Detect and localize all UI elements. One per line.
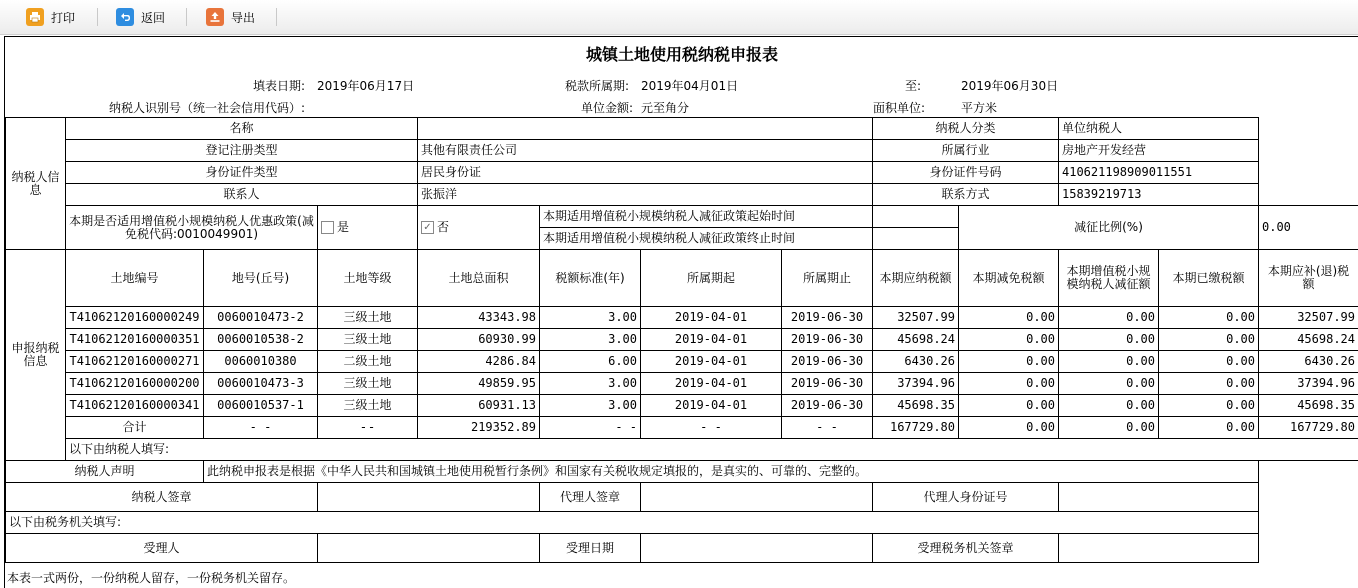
declaration-cell: 43343.98: [418, 307, 540, 329]
phone-value[interactable]: 15839219713: [1059, 184, 1259, 206]
policy-yes-option[interactable]: [318, 206, 418, 250]
declaration-cell: T41062120160000351: [66, 329, 204, 351]
declaration-header-cell: 本期增值税小规模纳税人减征额: [1059, 250, 1159, 307]
declaration-cell: 45698.24: [1259, 329, 1358, 351]
contact-value[interactable]: 张振洋: [418, 184, 873, 206]
declaration-cell: 0.00: [959, 395, 1059, 417]
print-label: 打印: [51, 9, 75, 26]
fill-date-label: 填表日期:: [253, 77, 305, 94]
category-label: 纳税人分类: [873, 118, 1059, 140]
category-value[interactable]: 单位纳税人: [1059, 118, 1259, 140]
taxpayer-sign-label: 纳税人签章: [6, 483, 318, 512]
checkbox-no[interactable]: ✓: [421, 221, 434, 234]
reduction-ratio-value[interactable]: 0.00: [1259, 206, 1358, 250]
declaration-cell: 0060010380: [204, 351, 318, 373]
declaration-cell: 0060010538-2: [204, 329, 318, 351]
id-number-label: 身份证件号码: [873, 162, 1059, 184]
declaration-cell: - -: [540, 417, 641, 439]
printer-icon: [26, 8, 44, 26]
total-row: [6, 417, 1358, 439]
declaration-cell: 0.00: [959, 373, 1059, 395]
declaration-cell: - -: [318, 417, 418, 439]
declaration-header-cell: 地号(丘号): [204, 250, 318, 307]
office-sign-label: 受理税务机关签章: [873, 534, 1059, 563]
back-label: 返回: [141, 9, 165, 26]
declaration-cell: 32507.99: [1259, 307, 1358, 329]
receive-date-label: 受理日期: [540, 534, 641, 563]
checkbox-yes[interactable]: [321, 221, 334, 234]
taxpayer-sign-field[interactable]: [318, 483, 540, 512]
declaration-cell: 三级土地: [318, 373, 418, 395]
declaration-cell: 45698.35: [873, 395, 959, 417]
declaration-cell: 37394.96: [873, 373, 959, 395]
taxpayer-id-label: 纳税人识别号（统一社会信用代码）:: [109, 99, 305, 116]
amount-unit-value: 元至角分: [641, 99, 689, 116]
policy-end-label: 本期适用增值税小规模纳税人减征政策终止时间: [540, 228, 873, 250]
declaration-cell: 2019-04-01: [641, 395, 782, 417]
table-row: [6, 307, 1358, 329]
declaration-cell: 0.00: [959, 417, 1059, 439]
declaration-cell: 2019-06-30: [782, 329, 873, 351]
policy-start-value[interactable]: [873, 206, 959, 228]
declaration-cell: 6.00: [540, 351, 641, 373]
agent-sign-field[interactable]: [641, 483, 873, 512]
declaration-cell: 2019-06-30: [782, 351, 873, 373]
toolbar: [0, 0, 1358, 35]
declaration-cell: 37394.96: [1259, 373, 1358, 395]
declaration-cell: 2019-04-01: [641, 351, 782, 373]
declaration-cell: 0.00: [1059, 307, 1159, 329]
declaration-cell: 6430.26: [1259, 351, 1358, 373]
declaration-cell: 2019-06-30: [782, 373, 873, 395]
agent-id-field[interactable]: [1059, 483, 1259, 512]
tax-period-end: 2019年06月30日: [961, 77, 1058, 94]
declaration-cell: 三级土地: [318, 395, 418, 417]
declaration-cell: 0.00: [1059, 395, 1159, 417]
receiver-label: 受理人: [6, 534, 318, 563]
id-number-value[interactable]: 410621198909011551: [1059, 162, 1259, 184]
no-label: 否: [437, 220, 449, 234]
declaration-header-cell: 土地编号: [66, 250, 204, 307]
declaration-cell: 2019-04-01: [641, 329, 782, 351]
declaration-text: 此纳税申报表是根据《中华人民共和国城镇土地使用税暂行条例》和国家有关税收规定填报的，是真实的、可靠的、完整的。: [204, 461, 1259, 483]
tax-office-fill-label: 以下由税务机关填写:: [6, 512, 1259, 534]
industry-value[interactable]: 房地产开发经营: [1059, 140, 1259, 162]
area-unit-value: 平方米: [961, 99, 997, 116]
declaration-cell: 32507.99: [873, 307, 959, 329]
declaration-cell: 二级土地: [318, 351, 418, 373]
amount-unit-label: 单位金额:: [581, 99, 633, 116]
declaration-header-cell: 所属期止: [782, 250, 873, 307]
reduction-ratio-label: 减征比例(%): [959, 206, 1259, 250]
declaration-cell: 167729.80: [1259, 417, 1358, 439]
declaration-cell: 2019-04-01: [641, 373, 782, 395]
tax-form-sheet: [4, 36, 1358, 588]
declaration-label: 纳税人声明: [6, 461, 204, 483]
declaration-cell: 3.00: [540, 373, 641, 395]
declaration-cell: 3.00: [540, 329, 641, 351]
declaration-cell: T41062120160000249: [66, 307, 204, 329]
name-label: 名称: [66, 118, 418, 140]
toolbar-separator: [276, 8, 277, 26]
declaration-cell: 0.00: [1059, 417, 1159, 439]
declaration-cell: 2019-06-30: [782, 395, 873, 417]
receiver-field[interactable]: [318, 534, 540, 563]
agent-sign-label: 代理人签章: [540, 483, 641, 512]
declaration-header-cell: 本期应纳税额: [873, 250, 959, 307]
table-row: [6, 395, 1358, 417]
policy-question: 本期是否适用增值税小规模纳税人优惠政策(减免税代码:0010049901): [66, 206, 318, 250]
declaration-cell: 60930.99: [418, 329, 540, 351]
export-icon: [206, 8, 224, 26]
declaration-cell: - -: [782, 417, 873, 439]
declaration-cell: - -: [204, 417, 318, 439]
declaration-cell: 3.00: [540, 307, 641, 329]
declaration-cell: 49859.95: [418, 373, 540, 395]
reg-type-label: 登记注册类型: [66, 140, 418, 162]
declaration-cell: 2019-06-30: [782, 307, 873, 329]
declaration-cell: 0060010537-1: [204, 395, 318, 417]
declaration-header-cell: 税额标准(年): [540, 250, 641, 307]
declaration-header-cell: 所属期起: [641, 250, 782, 307]
declaration-cell: 三级土地: [318, 307, 418, 329]
declaration-cell: 60931.13: [418, 395, 540, 417]
declaration-header-cell: 本期已缴税额: [1159, 250, 1259, 307]
declaration-cell: 6430.26: [873, 351, 959, 373]
reg-type-value[interactable]: 其他有限责任公司: [418, 140, 873, 162]
taxpayer-section-label: 纳税人信息: [6, 118, 66, 250]
tax-form-table: [5, 117, 1358, 563]
declaration-cell: 三级土地: [318, 329, 418, 351]
id-type-label: 身份证件类型: [66, 162, 418, 184]
declaration-cell: 167729.80: [873, 417, 959, 439]
declaration-cell: 0.00: [1159, 307, 1259, 329]
declaration-cell: 0.00: [959, 329, 1059, 351]
declaration-cell: 0060010473-3: [204, 373, 318, 395]
name-value[interactable]: [418, 118, 873, 140]
fill-date-value: 2019年06月17日: [317, 77, 414, 94]
declaration-cell: 0060010473-2: [204, 307, 318, 329]
print-button[interactable]: [26, 6, 75, 28]
declaration-cell: 45698.24: [873, 329, 959, 351]
industry-label: 所属行业: [873, 140, 1059, 162]
declaration-cell: 0.00: [1159, 417, 1259, 439]
declaration-cell: 0.00: [1059, 329, 1159, 351]
declaration-header-cell: 土地等级: [318, 250, 418, 307]
declaration-cell: 0.00: [959, 351, 1059, 373]
declaration-cell: 0.00: [1159, 329, 1259, 351]
declaration-cell: 219352.89: [418, 417, 540, 439]
declaration-cell: 0.00: [959, 307, 1059, 329]
declaration-cell: 0.00: [1159, 395, 1259, 417]
phone-label: 联系方式: [873, 184, 1059, 206]
policy-end-value[interactable]: [873, 228, 959, 250]
declaration-cell: 45698.35: [1259, 395, 1358, 417]
declaration-cell: 2019-04-01: [641, 307, 782, 329]
declaration-header-cell: 土地总面积: [418, 250, 540, 307]
to-label: 至:: [905, 77, 921, 94]
declaration-cell: T41062120160000341: [66, 395, 204, 417]
table-row: [6, 329, 1358, 351]
declaration-section-label: 申报纳税信息: [6, 250, 66, 461]
declaration-header-cell: 本期应补(退)税额: [1259, 250, 1358, 307]
area-unit-label: 面积单位:: [873, 99, 925, 116]
office-sign-field[interactable]: [1059, 534, 1259, 563]
declaration-cell: 4286.84: [418, 351, 540, 373]
policy-no-option[interactable]: [418, 206, 540, 250]
declaration-cell: 0.00: [1159, 351, 1259, 373]
table-row: [6, 351, 1358, 373]
export-label: 导出: [231, 9, 255, 26]
form-title: 城镇土地使用税纳税申报表: [5, 42, 1358, 65]
toolbar-separator: [97, 8, 98, 26]
agent-id-label: 代理人身份证号: [873, 483, 1059, 512]
back-arrow-icon: [116, 8, 134, 26]
receive-date-field[interactable]: [641, 534, 873, 563]
yes-label: 是: [337, 220, 349, 234]
export-button[interactable]: [206, 6, 255, 28]
id-type-value[interactable]: 居民身份证: [418, 162, 873, 184]
back-button[interactable]: [116, 6, 165, 28]
policy-start-label: 本期适用增值税小规模纳税人减征政策起始时间: [540, 206, 873, 228]
taxpayer-fill-label: 以下由纳税人填写:: [66, 439, 1358, 461]
declaration-cell: T41062120160000200: [66, 373, 204, 395]
toolbar-separator: [186, 8, 187, 26]
declaration-cell: 0.00: [1059, 373, 1159, 395]
declaration-cell: T41062120160000271: [66, 351, 204, 373]
declaration-header-cell: 本期减免税额: [959, 250, 1059, 307]
contact-label: 联系人: [66, 184, 418, 206]
footer-note: 本表一式两份，一份纳税人留存，一份税务机关留存。: [7, 569, 295, 586]
declaration-cell: - -: [641, 417, 782, 439]
tax-period-label: 税款所属期:: [565, 77, 629, 94]
declaration-cell: 0.00: [1059, 351, 1159, 373]
declaration-cell: 0.00: [1159, 373, 1259, 395]
table-row: [6, 373, 1358, 395]
declaration-cell: 合计: [66, 417, 204, 439]
declaration-cell: 3.00: [540, 395, 641, 417]
tax-period-start: 2019年04月01日: [641, 77, 738, 94]
